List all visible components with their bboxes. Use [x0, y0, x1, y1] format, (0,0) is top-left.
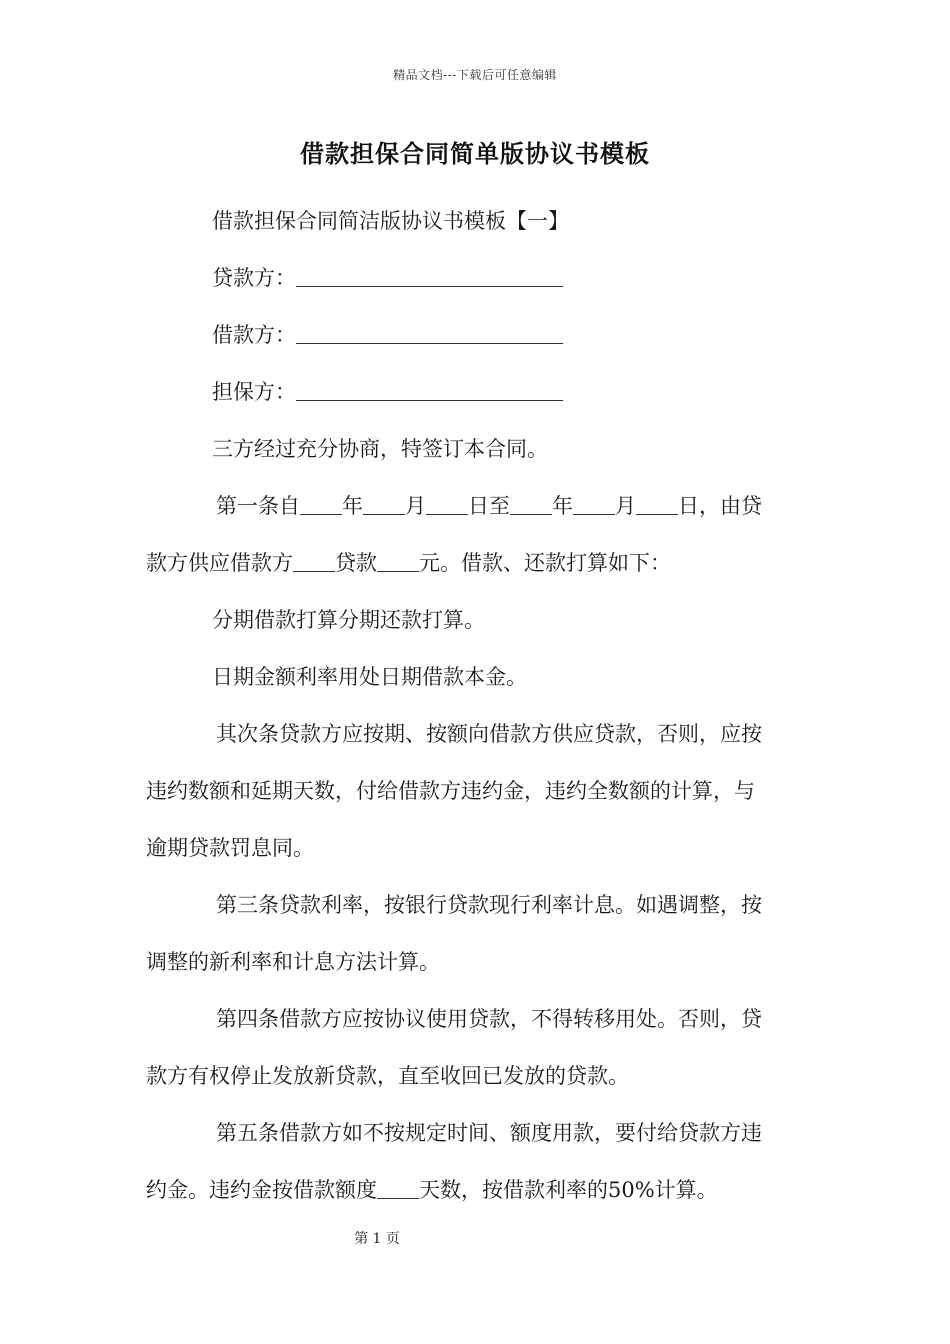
guarantor-label: 担保方：	[212, 380, 296, 404]
borrower-blank	[296, 323, 563, 344]
guarantor-line	[212, 377, 563, 407]
page-number: 第 1 页	[354, 1231, 400, 1247]
article1-line1	[216, 491, 762, 521]
header-note: 精品文档---下载后可任意编辑	[393, 68, 557, 82]
date-line: 日期金额利率用处日期借款本金。	[212, 665, 527, 689]
year-blank-2	[510, 494, 552, 515]
article5-line2-end: 天数，按借款利率的50%计算。	[419, 1178, 718, 1202]
subtitle: 借款担保合同简洁版协议书模板【一】	[212, 209, 569, 233]
article5-line2	[146, 1175, 718, 1205]
article3-line2: 调整的新利率和计息方法计算。	[146, 950, 440, 974]
article2-line1: 其次条贷款方应按期、按额向借款方供应贷款，否则，应按	[216, 722, 762, 746]
article1-line2-start: 款方供应借款方	[146, 551, 293, 575]
article4-line2: 款方有权停止发放新贷款，直至收回已发放的贷款。	[146, 1064, 629, 1088]
year-label-2: 年	[552, 494, 573, 518]
borrower-label: 借款方：	[212, 323, 296, 347]
month-label-1: 月	[405, 494, 426, 518]
amount-blank	[377, 551, 419, 572]
month-blank-1	[363, 494, 405, 515]
article1-line2	[146, 548, 671, 578]
day-blank-1	[426, 494, 468, 515]
article4-line1: 第四条借款方应按协议使用贷款，不得转移用处。否则，贷	[216, 1007, 762, 1031]
intro-paragraph: 三方经过充分协商，特签订本合同。	[212, 437, 548, 461]
lender-label: 贷款方：	[212, 266, 296, 290]
guarantor-blank	[296, 380, 563, 401]
loan-label: 贷款	[335, 551, 377, 575]
day-end-label: 日，由贷	[678, 494, 762, 518]
document-title: 借款担保合同简单版协议书模板	[300, 139, 650, 168]
article2-line3: 逾期贷款罚息同。	[146, 836, 314, 860]
article3-line1: 第三条贷款利率，按银行贷款现行利率计息。如遇调整，按	[216, 893, 762, 917]
day-to-label: 日至	[468, 494, 510, 518]
lender-line	[212, 263, 563, 293]
article1-start: 第一条自	[216, 494, 300, 518]
year-label-1: 年	[342, 494, 363, 518]
year-blank-1	[300, 494, 342, 515]
article2-line2: 违约数额和延期天数，付给借款方违约金，违约全数额的计算，与	[146, 779, 755, 803]
month-blank-2	[573, 494, 615, 515]
month-label-2: 月	[615, 494, 636, 518]
loan-blank	[293, 551, 335, 572]
plan-line: 分期借款打算分期还款打算。	[212, 608, 485, 632]
article5-line2-start: 约金。违约金按借款额度	[146, 1178, 377, 1202]
days-blank	[377, 1178, 419, 1199]
borrower-line	[212, 320, 563, 350]
article5-line1: 第五条借款方如不按规定时间、额度用款，要付给贷款方违	[216, 1121, 762, 1145]
article1-line2-end: 元。借款、还款打算如下：	[419, 551, 671, 575]
day-blank-2	[636, 494, 678, 515]
lender-blank	[296, 266, 563, 287]
